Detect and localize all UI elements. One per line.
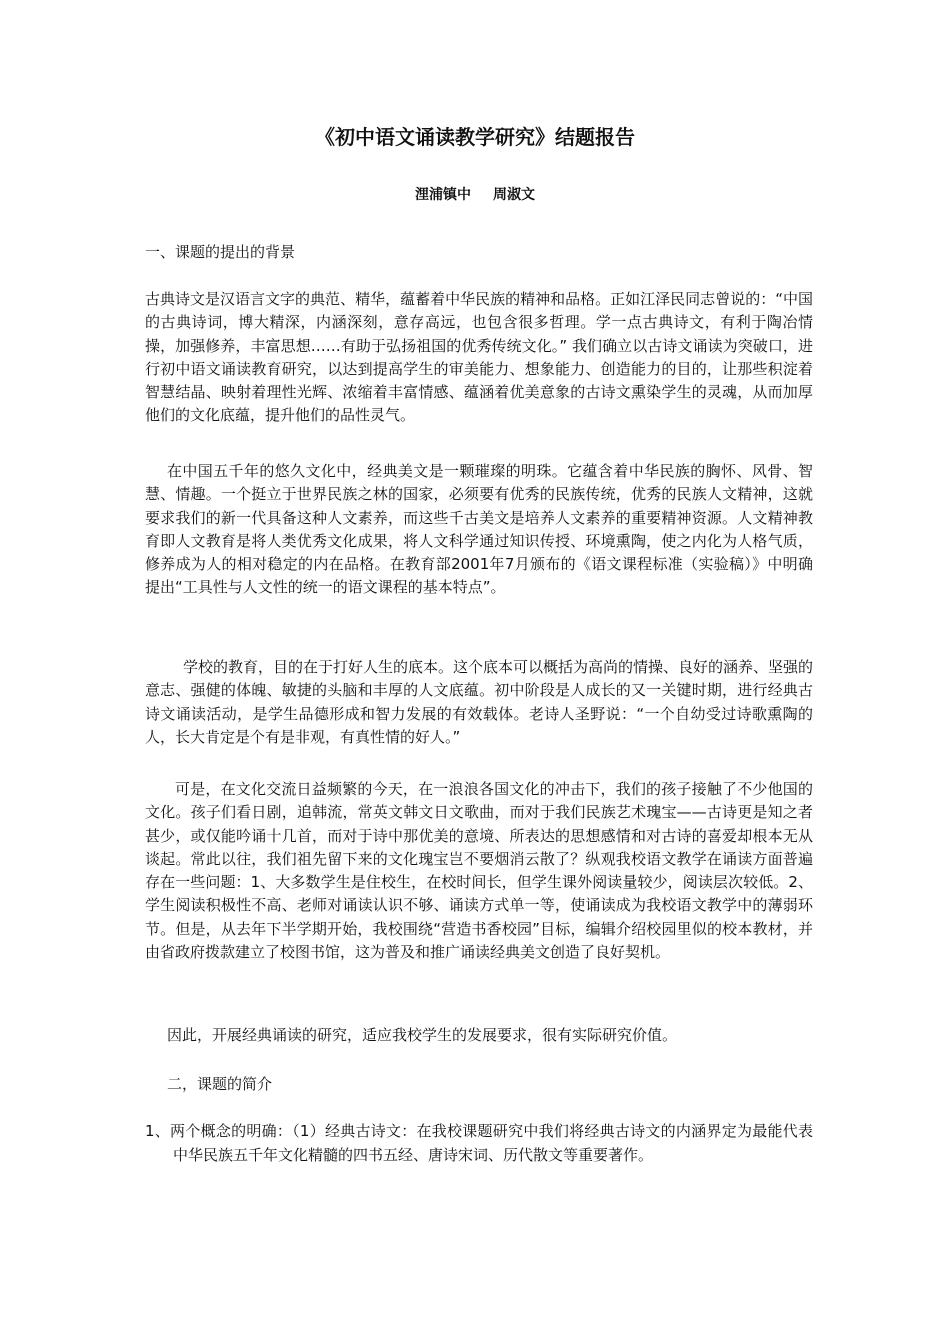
paragraph-school-education: 学校的教育，目的在于打好人生的底本。这个底本可以概括为高尚的情操、良好的涵养、坚强的意志、强健的体魄、敏捷的头脑和丰厚的人文底蕴。初中阶段是人成长的又一关键时期，进行经典古诗文诵读活动，是学生品德形成和智力发展的有效载体。老诗人圣野说：“一个自幼受过诗歌熏陶的人，长大肯定是个有是非观，有真性情的好人。”: [145, 658, 814, 746]
paragraph-cultural-exchange: 可是，在文化交流日益频繁的今天，在一浪浪各国文化的冲击下，我们的孩子接触了不少他国的文化。孩子们看日剧，追韩流，常英文韩文日文歌曲，而对于我们民族艺术瑰宝——古诗更是知之者甚少，或仅能吟诵十几首，而对于诗中那优美的意境、所表达的思想感情和对古诗的喜爱却根本无从谈起。常此以往，我们祖先留下来的文化瑰宝岂不要烟消云散了？纵观我校语文教学在诵读方面普遍存在一些问题：1、大多数学生是住校生，在校时间长，但学生课外阅读量较少，阅读层次较低。2、学生阅读积极性不高、老师对诵读认识不够、诵读方式单一等，使诵读成为我校语文教学中的薄弱环节。但是，从去年下半学期开始，我校围绕“营造书香校园”目标，编辑介绍校园里似的校本教材，并由省政府拨款建立了校图书馆，这为普及和推广诵读经典美文创造了良好契机。: [145, 780, 813, 962]
paragraph-conclusion: 因此，开展经典诵读的研究，适应我校学生的发展要求，很有实际研究价值。: [167, 1026, 678, 1044]
author-line: [0, 184, 950, 206]
author-name: 周淑文: [493, 187, 535, 203]
section-heading-introduction: 二，课题的简介: [167, 1075, 273, 1093]
paragraph-humanistic-spirit: 在中国五千年的悠久文化中，经典美文是一颗璀璨的明珠。它蕴含着中华民族的胸怀、风骨、智慧、情趣。一个挺立于世界民族之林的国家，必须要有优秀的民族传统，优秀的民族人文精神，这就要求我们的新一代具备这种人文素养，而这些千古美文是培养人文素养的重要精神资源。人文精神教育即人文教育是将人类优秀文化成果，将人文科学通过知识传授、环境熏陶，使之内化为人格气质，修养成为人的相对稳定的内在品格。在教育部2001年7月颁布的《语文课程标准（实验稿）》中明确提出“工具性与人文性的统一的语文课程的基本特点”。: [145, 462, 813, 597]
list-item-concepts: 1、两个概念的明确：（1）经典古诗文：在我校课题研究中我们将经典古诗文的内涵界定为最能代表中华民族五千年文化精髓的四书五经、唐诗宋词、历代散文等重要著作。: [145, 1122, 813, 1164]
paragraph-classical-poetry: 古典诗文是汉语言文字的典范、精华，蕴蓄着中华民族的精神和品格。正如江泽民同志曾说的：“中国的古典诗词，博大精深，内涵深刻，意存高远，也包含很多哲理。学一点古典诗文，有利于陶冶情操，加强修养，丰富思想……有助于弘扬祖国的优秀传统文化。” 我们确立以古诗文诵读为突破口，进行初中语文诵读教育研究，以达到提高学生的审美能力、想象能力、创造能力的目的，让那些积淀着智慧结晶、映射着理性光辉、浓缩着丰富情感、蕴涵着优美意象的古诗文熏染学生的灵魂，从而加厚他们的文化底蕴，提升他们的品性灵气。: [145, 290, 813, 425]
section-heading-background: 一、课题的提出的背景: [145, 243, 296, 261]
author-school: 浬浦镇中: [415, 187, 471, 203]
document-title: 《初中语文诵读教学研究》结题报告: [315, 125, 635, 149]
